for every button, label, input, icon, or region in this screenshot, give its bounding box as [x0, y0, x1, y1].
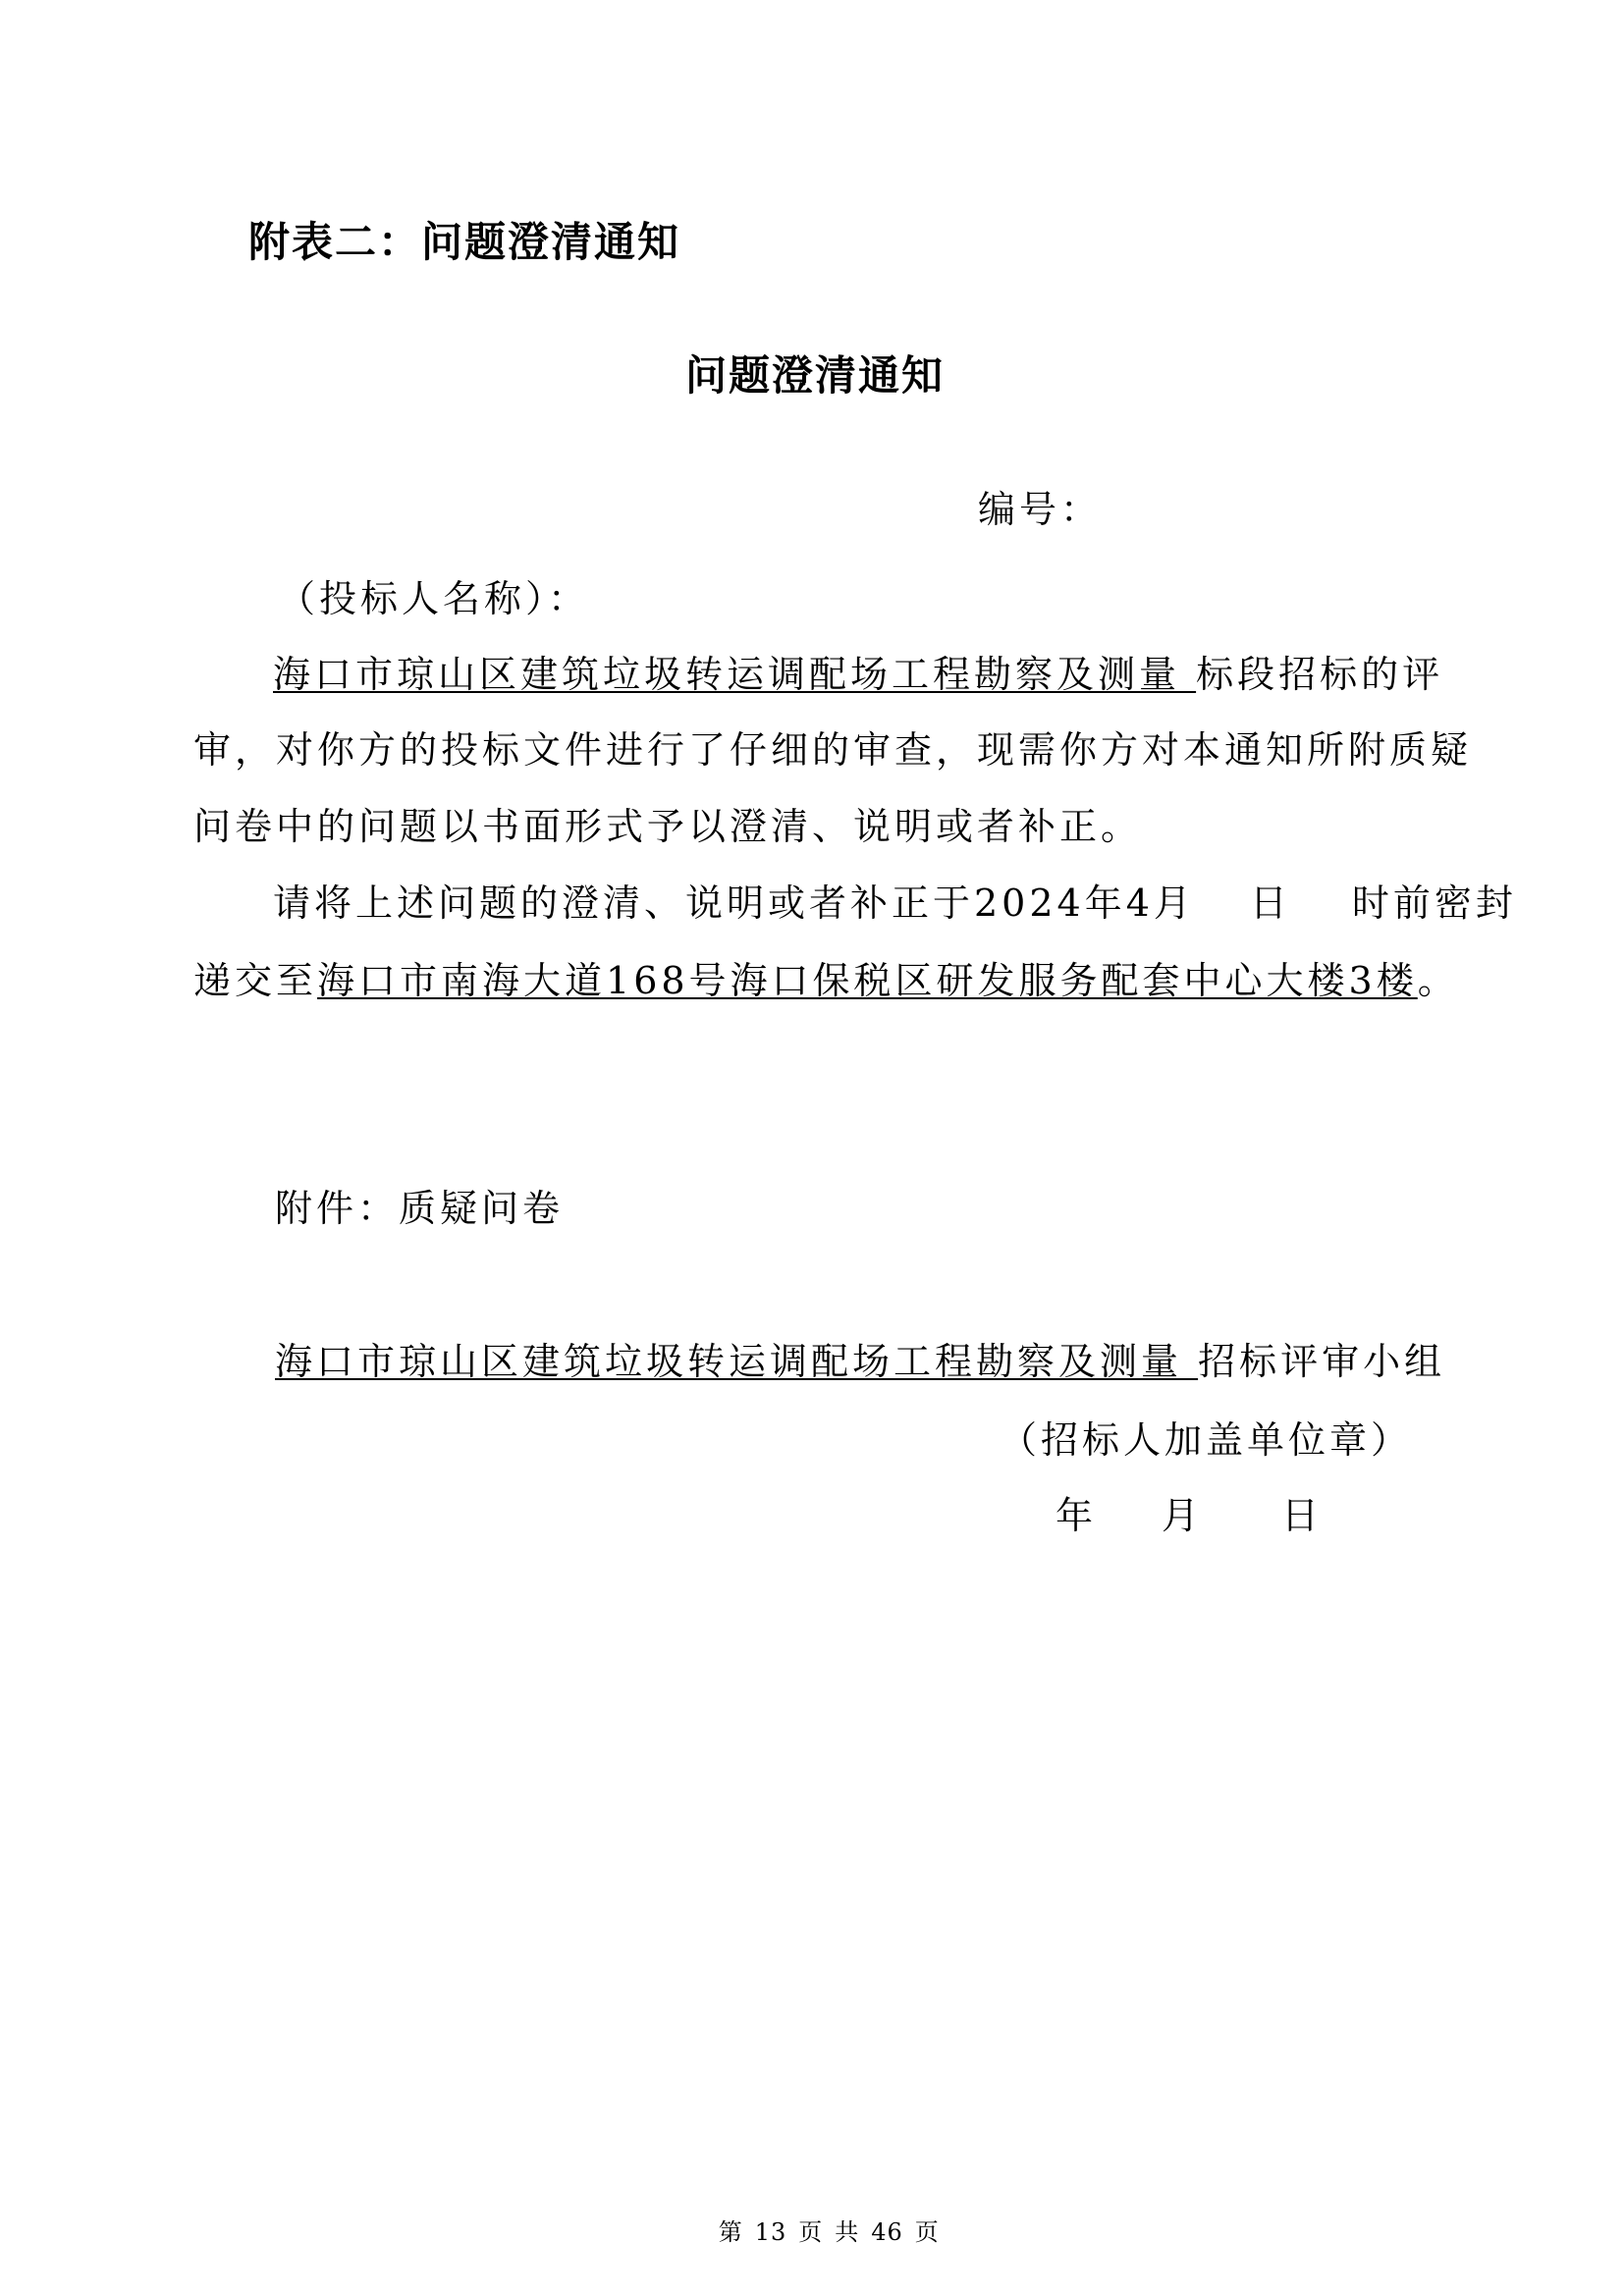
deliver-to-text: 递交至	[193, 959, 318, 1002]
addressee-line: （投标人名称）：	[278, 577, 590, 620]
deadline-text: 请将上述问题的澄清、说明或者补正于2024年4月	[273, 881, 1195, 925]
stamp-note: （招标人加盖单位章）	[1000, 1418, 1413, 1462]
current-page-number: 13	[754, 2218, 787, 2246]
paragraph1-line2: 审，对你方的投标文件进行了仔细的审查，现需你方对本通知所附质疑	[193, 728, 1473, 772]
footer-total-word: 共	[835, 2218, 860, 2246]
period: 。	[1417, 959, 1459, 1002]
footer-suffix: 页	[914, 2218, 940, 2246]
paragraph1-line3: 问卷中的问题以书面形式予以澄清、说明或者补正。	[193, 805, 1143, 848]
number-label: 编号：	[978, 488, 1103, 531]
day-label: 日	[1249, 881, 1291, 925]
deadline-suffix: 时前密封	[1351, 881, 1517, 925]
document-title: 问题澄清通知	[685, 351, 946, 400]
paragraph2-line1	[273, 881, 1517, 925]
signature-line	[275, 1340, 1517, 1383]
date-year: 年	[1056, 1494, 1098, 1537]
paragraph2-line2	[193, 959, 1459, 1002]
footer-page-word: 页	[798, 2218, 824, 2246]
paragraph1-line1	[273, 653, 1515, 696]
date-month: 月	[1162, 1494, 1204, 1537]
section-heading: 附表二：问题澄清通知	[248, 218, 681, 266]
date-day: 日	[1281, 1494, 1324, 1537]
page-footer	[0, 2197, 1624, 2268]
total-pages-number: 46	[871, 2218, 903, 2246]
paragraph1-line1-rest: 标段招标的评	[1196, 653, 1444, 696]
delivery-address-underlined: 海口市南海大道168号海口保税区研发服务配套中心大楼3楼	[317, 959, 1418, 1002]
project-name-underlined: 海口市琼山区建筑垃圾转运调配场工程勘察及测量	[273, 653, 1197, 696]
evaluation-group: 招标评审小组	[1198, 1340, 1446, 1383]
footer-prefix: 第	[718, 2218, 743, 2246]
signature-project-underlined: 海口市琼山区建筑垃圾转运调配场工程勘察及测量	[275, 1340, 1199, 1383]
attachment-line: 附件：质疑问卷	[275, 1187, 565, 1230]
